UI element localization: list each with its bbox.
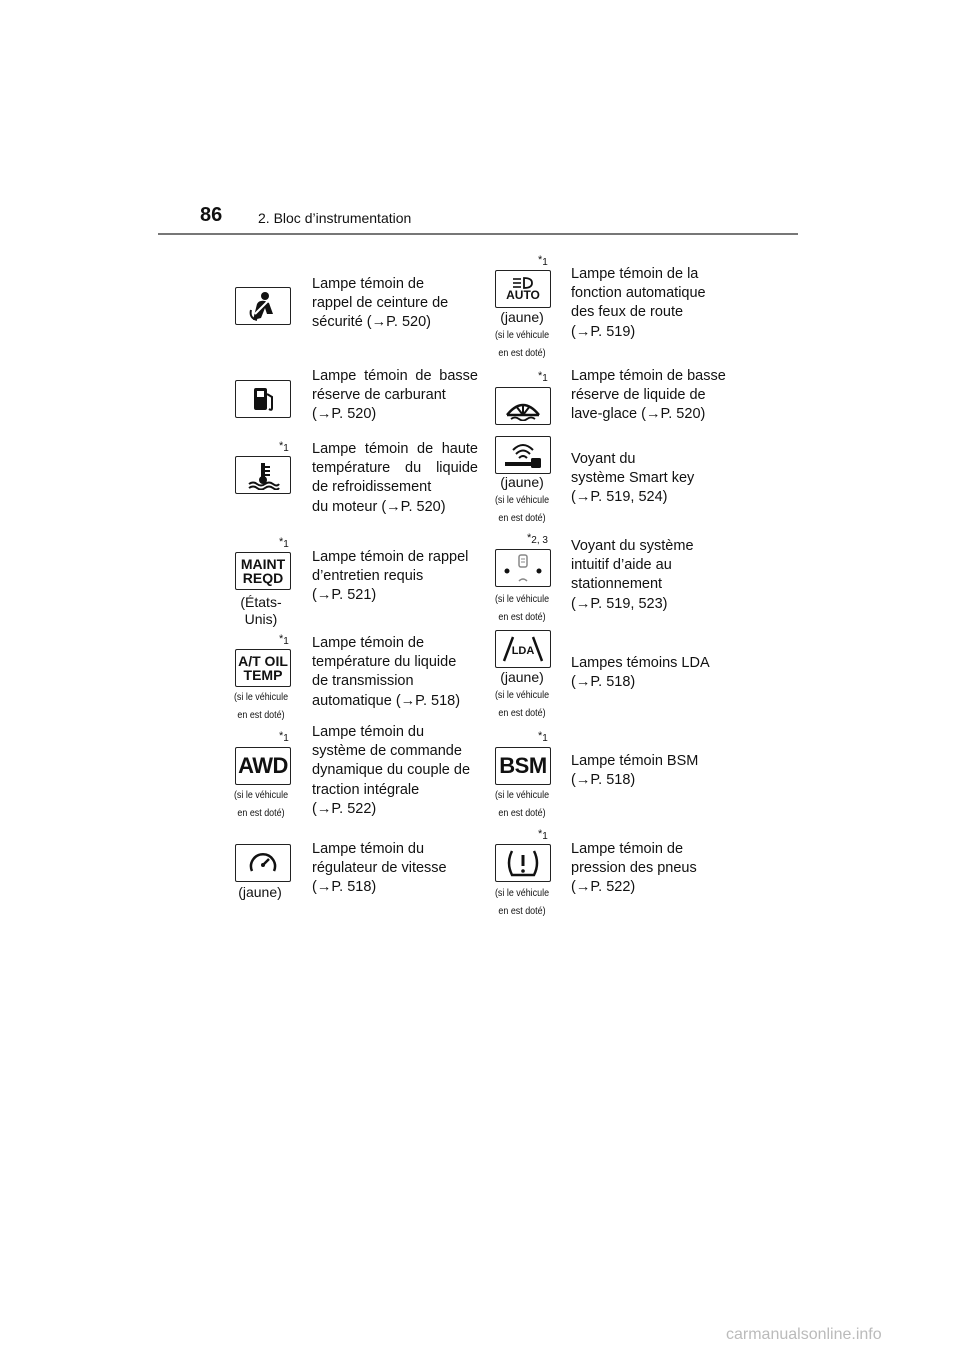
note-tire: $*_1$ — [538, 828, 548, 842]
desc-lda: Lampes témoins LDA (→P. 518) — [571, 655, 710, 691]
svg-text:LDA: LDA — [511, 645, 535, 657]
desc-auto: Lampe témoin de la fonction automatique des feux de route (→P. 519) — [571, 266, 706, 340]
sub-smartkey-color: (jaune) — [500, 474, 544, 490]
desc-fuel: Lampe témoin de basse réserve de carburant (→P. 520) — [312, 368, 478, 423]
maint-reqd-icon: MAINT REQD — [235, 552, 291, 590]
sub-auto-color: (jaune) — [500, 309, 544, 325]
sub-maint-region: (États- Unis) — [240, 594, 282, 627]
note-bsm: $*_1$ — [538, 730, 548, 744]
desc-tire: Lampe témoin de pression des pneus (→P. 522) — [571, 841, 697, 896]
coolant-temp-icon — [235, 456, 291, 494]
fuel-icon — [235, 380, 291, 418]
note-washer: $*_1$ — [538, 370, 548, 384]
desc-parking: Voyant du système intuitif d’aide au stationnement (→P. 519, 523) — [571, 538, 694, 612]
sub-auto-optional: (si le véhicule en est doté) — [494, 329, 550, 359]
header-rule — [158, 233, 798, 235]
note-coolant: $*_1$ — [279, 440, 289, 454]
note-parking: $*_{2, 3}$ — [527, 532, 548, 546]
note-atoil: $*_1$ — [279, 633, 289, 647]
auto-high-beam-icon: AUTO — [495, 270, 551, 308]
note-auto: $*_1$ — [538, 254, 548, 268]
sub-parking-optional: (si le véhicule en est doté) — [494, 593, 550, 623]
lda-icon — [495, 630, 551, 668]
smart-key-icon — [495, 436, 551, 474]
page-number: 86 — [200, 204, 223, 226]
desc-coolant: Lampe témoin de haute température du liquide de refroidissement du moteur (→P. 520) — [312, 441, 478, 515]
note-maint: $*_1$ — [279, 536, 289, 550]
tire-pressure-icon — [495, 844, 551, 882]
sub-atoil-optional: (si le véhicule en est doté) — [233, 691, 289, 721]
at-oil-temp-icon: A/T OIL TEMP — [235, 649, 291, 687]
parking-assist-icon — [495, 549, 551, 587]
awd-icon: AWD — [235, 747, 291, 785]
sub-cruise-color: (jaune) — [238, 884, 282, 900]
desc-bsm: Lampe témoin BSM (→P. 518) — [571, 753, 699, 789]
sub-lda-optional: (si le véhicule en est doté) — [494, 689, 550, 719]
sub-smartkey-optional: (si le véhicule en est doté) — [494, 494, 550, 524]
sub-bsm-optional: (si le véhicule en est doté) — [494, 789, 550, 819]
sub-awd-optional: (si le véhicule en est doté) — [233, 789, 289, 819]
desc-smartkey: Voyant du système Smart key (→P. 519, 524) — [571, 451, 695, 506]
desc-atoil: Lampe témoin de température du liquide de transmission automatique (→P. 518) — [312, 635, 461, 709]
desc-cruise: Lampe témoin du régulateur de vitesse (→P. 518) — [312, 841, 447, 896]
sub-lda-color: (jaune) — [500, 669, 544, 685]
bsm-icon: BSM — [495, 747, 551, 785]
note-awd: $*_1$ — [279, 730, 289, 744]
desc-awd: Lampe témoin du système de commande dynamique du couple de traction intégrale (→P. 522) — [312, 724, 471, 817]
sub-tire-optional: (si le véhicule en est doté) — [494, 887, 550, 917]
watermark: carmanualsonline.info — [726, 1326, 882, 1343]
desc-seatbelt: Lampe témoin de rappel de ceinture de sécurité (→P. 520) — [312, 276, 449, 331]
cruise-control-icon — [235, 844, 291, 882]
washer-fluid-icon — [495, 387, 551, 425]
desc-washer: Lampe témoin de basse réserve de liquide de lave-glace (→P. 520) — [571, 368, 726, 423]
desc-maint: Lampe témoin de rappel d’entretien requis (→P. 521) — [312, 549, 469, 604]
section-title: 2. Bloc d’instrumentation — [258, 210, 412, 226]
seatbelt-icon — [235, 287, 291, 325]
